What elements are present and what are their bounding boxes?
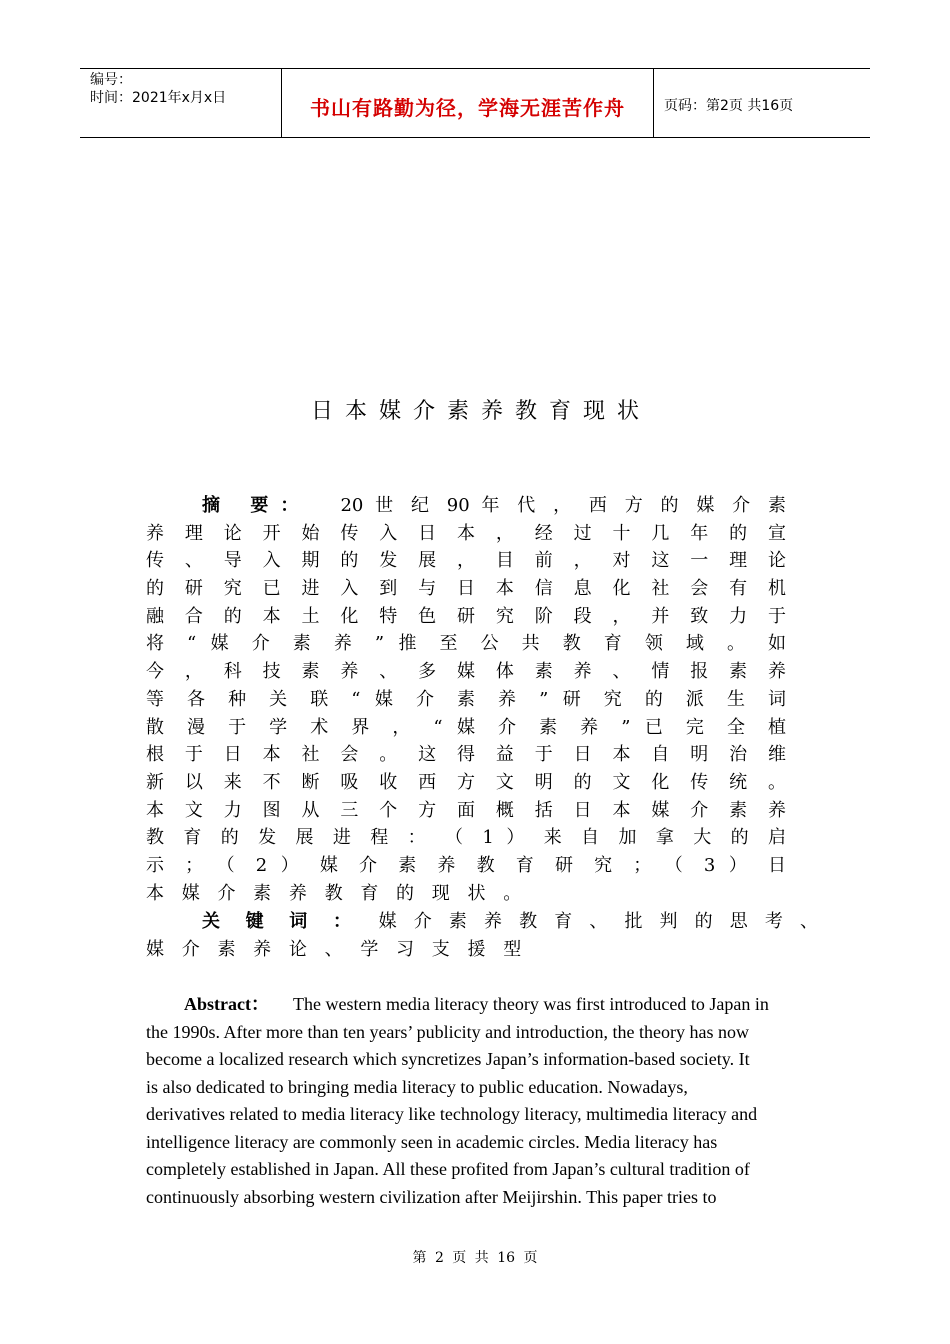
page-footer: 第 2 页 共 16 页 (412, 1250, 538, 1266)
summary-line-9: 根 于 日 本 社 会 。 这 得 益 于 日 本 自 明 治 维 (146, 744, 786, 766)
summary-line-13: 示 ； （ 2 ） 媒 介 素 养 教 育 研 究 ； （ 3 ） 日 (146, 854, 786, 876)
header-meta (80, 69, 281, 137)
header-motto: 书山有路勤为径，学海无涯苦作舟 (281, 69, 654, 137)
english-abstract (146, 991, 806, 1211)
summary-line-12: 教 育 的 发 展 进 程 ： （ 1 ） 来 自 加 拿 大 的 启 (146, 827, 787, 849)
summary-line-14 (146, 880, 786, 908)
keywords-line-1 (146, 936, 818, 964)
summary-line-8: 散 漫 于 学 术 界 ， “ 媒 介 素 养 ” 已 完 全 植 (146, 716, 786, 738)
summary-line-6: 今 ， 科 技 素 养 、 多 媒 体 素 养 、 情 报 素 养 (146, 661, 786, 683)
abstract-line-2: become a localized research which syncretizes Japan’s information-based society. It (146, 1049, 750, 1069)
time-label: 时间：2021年x月x日 (90, 90, 227, 106)
summary-line-5: 将 “ 媒 介 素 养 ” 推 至 公 共 教 育 领 域 。 如 (146, 633, 786, 655)
abstract-line-1: the 1990s. After more than ten years’ publicity and introduction, the theory has now (146, 1021, 750, 1042)
keywords-text-1: 媒 介 素 养 论 、 学 习 支 援 型 (146, 938, 522, 960)
abstract-label: Abstract： (184, 994, 269, 1014)
keywords-text-0: 媒 介 素 养 教 育 、 批 判 的 思 考 、 (378, 911, 818, 932)
summary-line-1: 养 理 论 开 始 传 入 日 本 ， 经 过 十 几 年 的 宣 (146, 522, 786, 544)
summary-line-7: 等 各 种 关 联 “ 媒 介 素 养 ” 研 究 的 派 生 词 (146, 688, 786, 710)
summary-text-14: 本 媒 介 素 养 教 育 的 现 状 。 (146, 882, 522, 904)
abstract-line-0 (146, 991, 806, 1019)
abstract-line-6: completely established in Japan. All these profited from Japan’s cultural tradition of (146, 1159, 750, 1179)
abstract-line-3: is also dedicated to bringing media literacy to public education. Nowadays, (146, 1076, 688, 1097)
abstract-line-4: derivatives related to media literacy like technology literacy, multimedia literacy and (146, 1104, 758, 1124)
summary-block (146, 492, 786, 907)
summary-line-10: 新 以 来 不 断 吸 收 西 方 文 明 的 文 化 传 统 。 (146, 771, 786, 793)
keywords-block (146, 908, 818, 963)
number-label: 编号： (90, 72, 132, 88)
header-page-info: 页码：第2页 共16页 (664, 98, 794, 114)
summary-text-0: 20 世 纪 90 年 代 ， 西 方 的 媒 介 素 (340, 495, 786, 516)
abstract-text-0: The western media literacy theory was first introduced to Japan in (292, 994, 769, 1014)
summary-line-11: 本 文 力 图 从 三 个 方 面 概 括 日 本 媒 介 素 养 (146, 799, 786, 821)
summary-line-2: 传 、 导 入 期 的 发 展 ， 目 前 ， 对 这 一 理 论 (146, 550, 786, 572)
document-title: 日本媒介素养教育现状 (310, 399, 651, 424)
keywords-label: 关 键 词 ： (202, 911, 361, 932)
summary-line-3: 的 研 究 已 进 入 到 与 日 本 信 息 化 社 会 有 机 (146, 578, 786, 600)
keywords-line-0 (146, 908, 818, 936)
abstract-line-7: continuously absorbing western civilization after Meijirshin. This paper tries to (146, 1186, 717, 1207)
summary-label: 摘 要： (202, 495, 311, 516)
abstract-line-5: intelligence literacy are commonly seen in academic circles. Media literacy has (146, 1131, 718, 1152)
summary-line-0 (146, 492, 786, 520)
page-header (80, 68, 870, 138)
summary-line-4: 融 合 的 本 土 化 特 色 研 究 阶 段 ， 并 致 力 于 (146, 605, 786, 627)
